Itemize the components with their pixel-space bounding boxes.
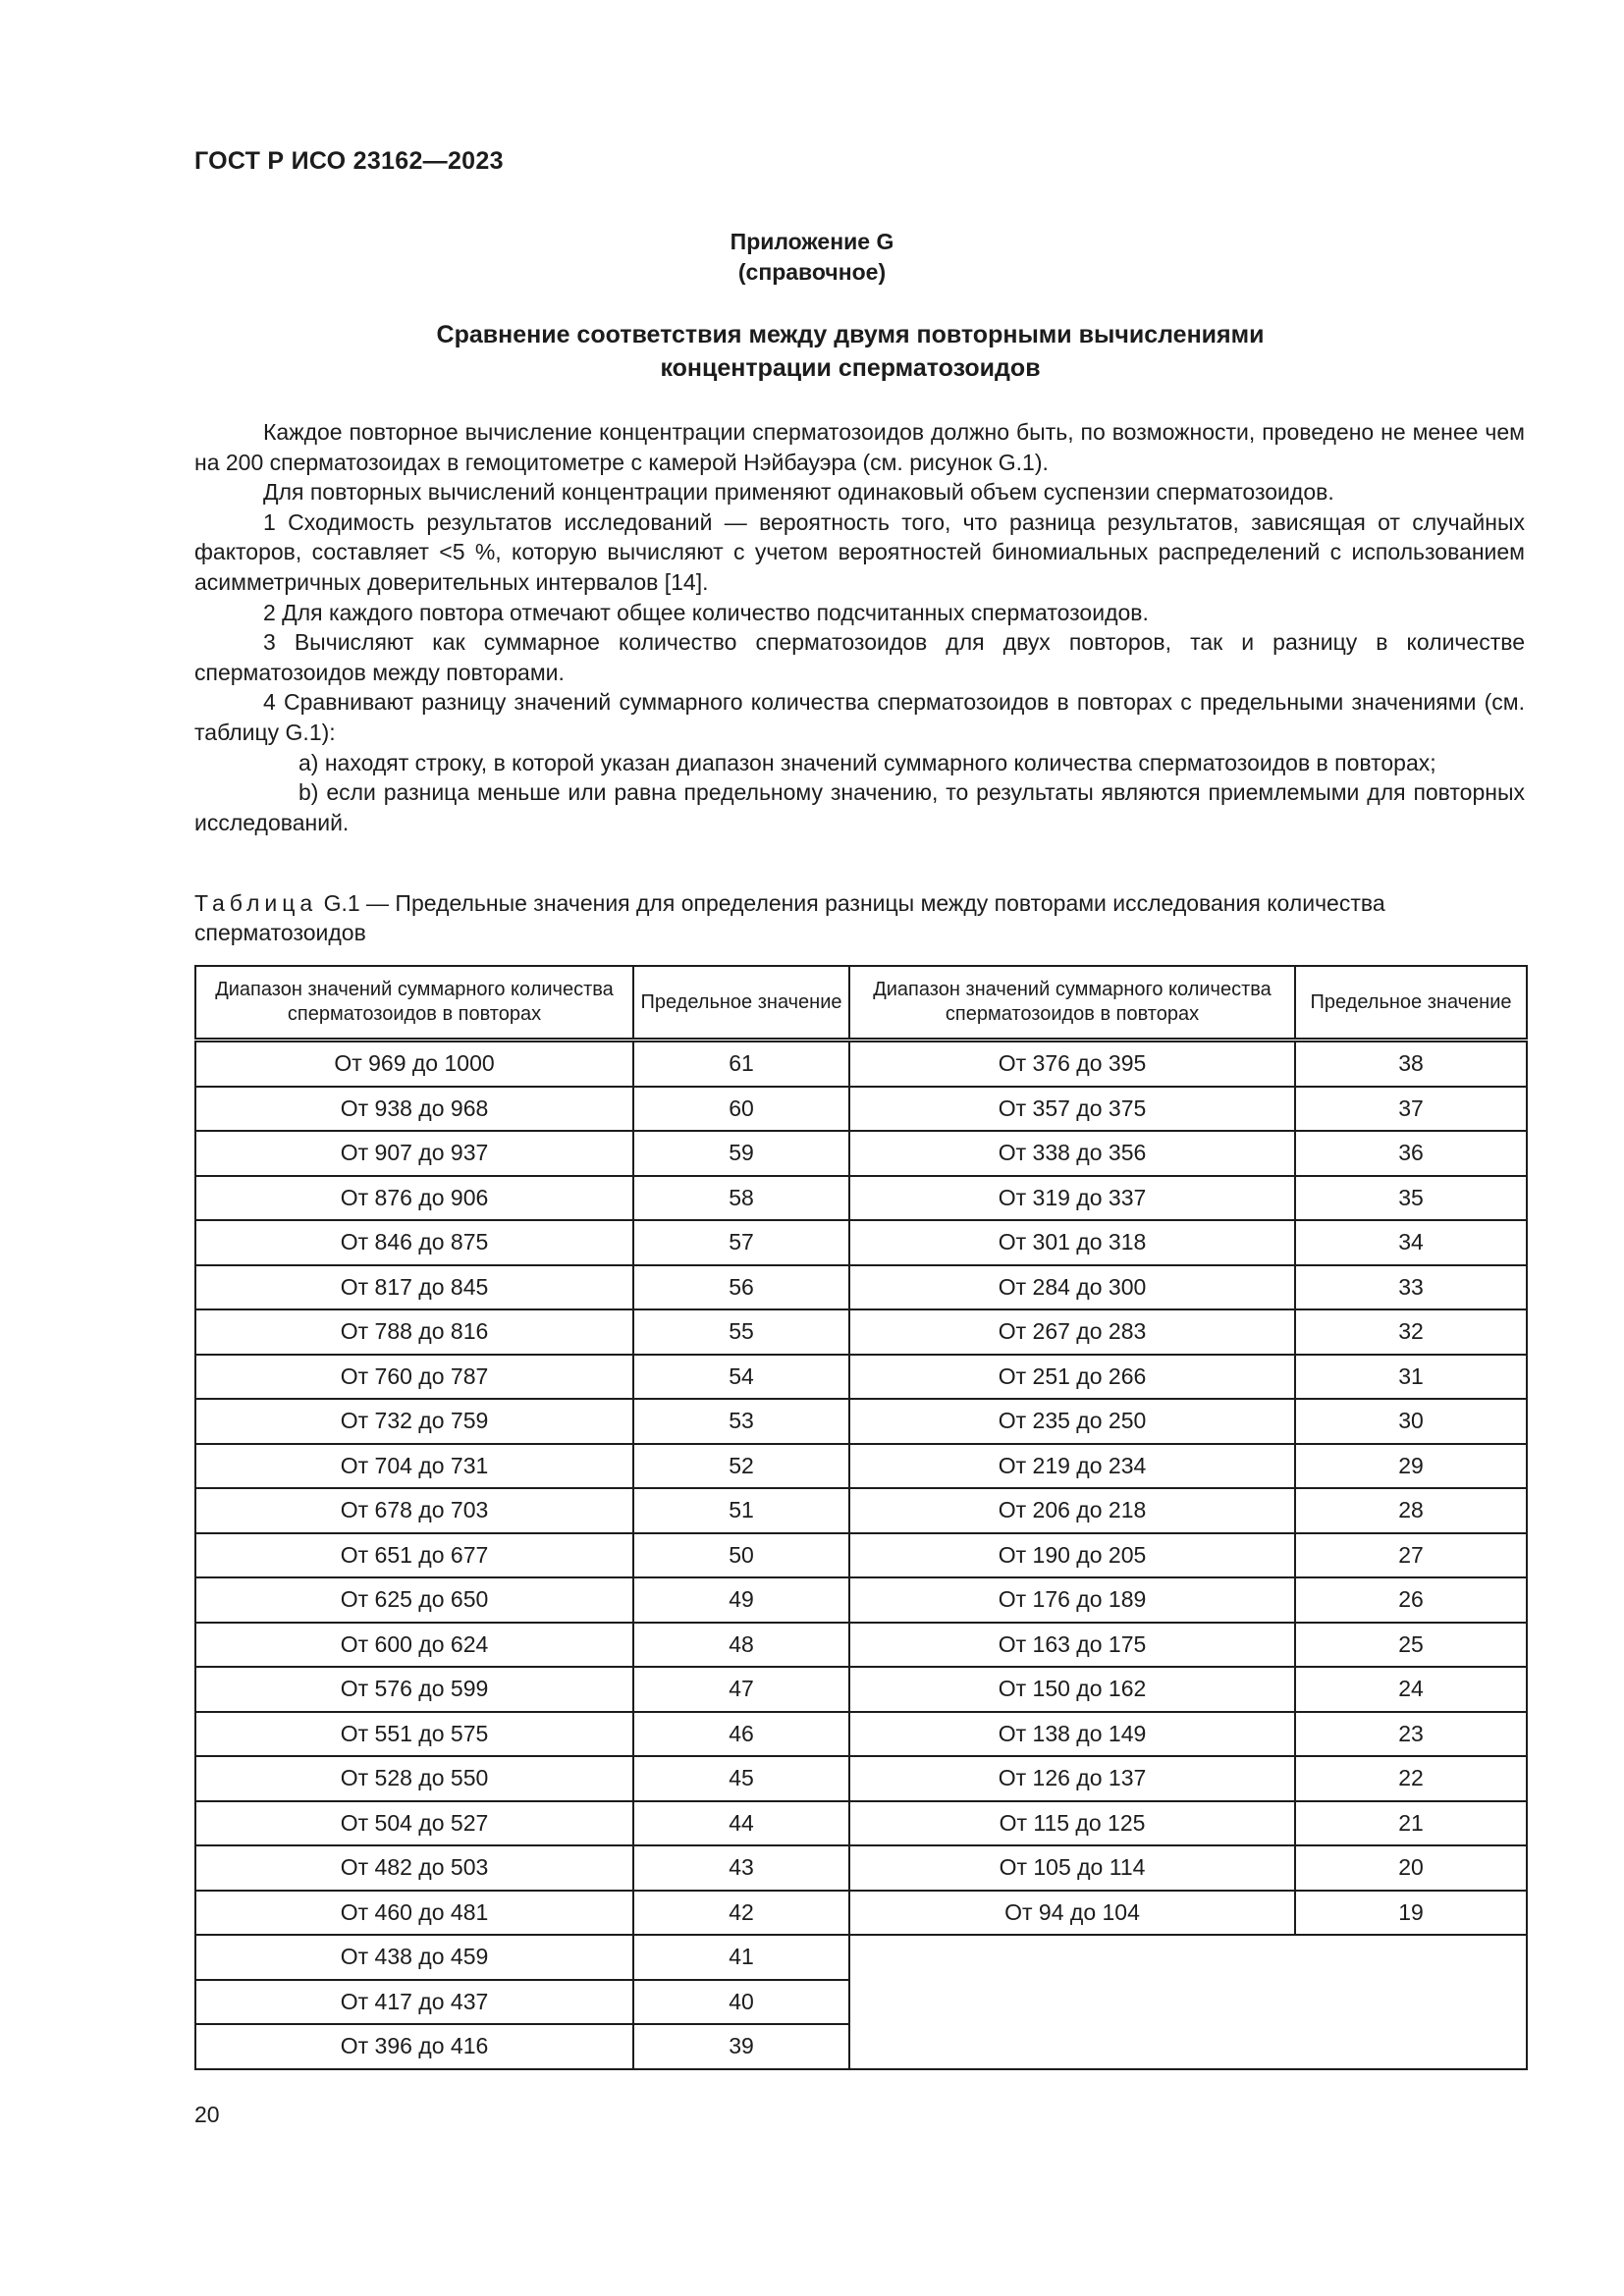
section-title <box>0 318 1624 385</box>
limit-cell: 61 <box>633 1041 849 1087</box>
table-row <box>195 1041 1527 1087</box>
limit-cell: 22 <box>1295 1756 1527 1801</box>
range-cell: От 482 до 503 <box>195 1845 633 1891</box>
limit-cell: 19 <box>1295 1891 1527 1936</box>
limit-cell: 41 <box>633 1935 849 1980</box>
limit-cell: 29 <box>1295 1444 1527 1489</box>
table-row <box>195 1087 1527 1132</box>
limit-cell: 37 <box>1295 1087 1527 1132</box>
paragraph: 1 Сходимость результатов исследований — вероятность того, что разница результатов, зависящая от случайных факторов, составляет <5 %, которую вычисляют с учетом вероятностей биномиальных распределений с использованием асимметричных доверительных интервалов [14]. <box>194 508 1525 595</box>
range-cell: От 284 до 300 <box>849 1265 1295 1310</box>
table-row <box>195 1935 1527 1980</box>
column-header-range: Диапазон значений суммарного количества сперматозоидов в повторах <box>195 966 633 1041</box>
limit-cell: 32 <box>1295 1309 1527 1355</box>
range-cell: От 126 до 137 <box>849 1756 1295 1801</box>
limit-cell: 48 <box>633 1623 849 1668</box>
limit-cell: 36 <box>1295 1131 1527 1176</box>
limit-cell: 24 <box>1295 1667 1527 1712</box>
range-cell: От 235 до 250 <box>849 1399 1295 1444</box>
range-cell: От 338 до 356 <box>849 1131 1295 1176</box>
empty-cell <box>849 1935 1527 2069</box>
paragraph: 4 Сравнивают разницу значений суммарного количества сперматозоидов в повторах с предельными значениями (см. таблицу G.1): <box>194 689 1525 745</box>
paragraph: Для повторных вычислений концентрации применяют одинаковый объем суспензии сперматозоидов. <box>263 479 1334 506</box>
table-row <box>195 1533 1527 1578</box>
table-row <box>195 1623 1527 1668</box>
range-cell: От 115 до 125 <box>849 1801 1295 1846</box>
limit-cell: 46 <box>633 1712 849 1757</box>
range-cell: От 600 до 624 <box>195 1623 633 1668</box>
table-caption <box>194 888 1525 947</box>
table-row <box>195 1488 1527 1533</box>
table-header-row <box>195 966 1527 1041</box>
limit-cell: 44 <box>633 1801 849 1846</box>
page-header: ГОСТ Р ИСО 23162—2023 <box>194 147 504 175</box>
table-row <box>195 1712 1527 1757</box>
range-cell: От 969 до 1000 <box>195 1041 633 1087</box>
limit-cell: 47 <box>633 1667 849 1712</box>
range-cell: От 105 до 114 <box>849 1845 1295 1891</box>
appendix-name: Приложение G <box>730 229 894 254</box>
section-title-line-1: Сравнение соответствия между двумя повторными вычислениями <box>436 321 1265 348</box>
range-cell: От 651 до 677 <box>195 1533 633 1578</box>
limit-cell: 53 <box>633 1399 849 1444</box>
limit-cell: 43 <box>633 1845 849 1891</box>
limit-cell: 35 <box>1295 1176 1527 1221</box>
range-cell: От 576 до 599 <box>195 1667 633 1712</box>
limit-cell: 49 <box>633 1577 849 1623</box>
table-row <box>195 1891 1527 1936</box>
limit-cell: 34 <box>1295 1220 1527 1265</box>
limit-cell: 60 <box>633 1087 849 1132</box>
range-cell: От 219 до 234 <box>849 1444 1295 1489</box>
table-row <box>195 1845 1527 1891</box>
limit-cell: 52 <box>633 1444 849 1489</box>
table-row <box>195 1176 1527 1221</box>
limit-cell: 57 <box>633 1220 849 1265</box>
range-cell: От 678 до 703 <box>195 1488 633 1533</box>
range-cell: От 301 до 318 <box>849 1220 1295 1265</box>
table-row <box>195 1444 1527 1489</box>
table-row <box>195 1309 1527 1355</box>
table-row <box>195 1756 1527 1801</box>
limit-cell: 21 <box>1295 1801 1527 1846</box>
range-cell: От 528 до 550 <box>195 1756 633 1801</box>
limit-cell: 50 <box>633 1533 849 1578</box>
range-cell: От 138 до 149 <box>849 1712 1295 1757</box>
limit-cell: 58 <box>633 1176 849 1221</box>
appendix-type: (справочное) <box>737 259 887 285</box>
range-cell: От 876 до 906 <box>195 1176 633 1221</box>
range-cell: От 176 до 189 <box>849 1577 1295 1623</box>
range-cell: От 163 до 175 <box>849 1623 1295 1668</box>
table-row <box>195 1399 1527 1444</box>
paragraph: 3 Вычисляют как суммарное количество сперматозоидов для двух повторов, так и разницу в количестве сперматозоидов между повторами. <box>194 629 1525 685</box>
range-cell: От 817 до 845 <box>195 1265 633 1310</box>
column-header-limit: Предельное значение <box>1295 966 1527 1041</box>
column-header-range: Диапазон значений суммарного количества сперматозоидов в повторах <box>849 966 1295 1041</box>
range-cell: От 94 до 104 <box>849 1891 1295 1936</box>
range-cell: От 319 до 337 <box>849 1176 1295 1221</box>
limit-cell: 28 <box>1295 1488 1527 1533</box>
range-cell: От 417 до 437 <box>195 1980 633 2025</box>
range-cell: От 551 до 575 <box>195 1712 633 1757</box>
limit-cell: 51 <box>633 1488 849 1533</box>
table-row <box>195 1667 1527 1712</box>
table-caption-label: Таблица <box>194 890 318 916</box>
limit-cell: 45 <box>633 1756 849 1801</box>
range-cell: От 267 до 283 <box>849 1309 1295 1355</box>
limit-cell: 26 <box>1295 1577 1527 1623</box>
range-cell: От 625 до 650 <box>195 1577 633 1623</box>
range-cell: От 504 до 527 <box>195 1801 633 1846</box>
table-row <box>195 1265 1527 1310</box>
limit-cell: 40 <box>633 1980 849 2025</box>
limit-cell: 27 <box>1295 1533 1527 1578</box>
limit-cell: 55 <box>633 1309 849 1355</box>
body-text <box>194 417 1525 837</box>
range-cell: От 357 до 375 <box>849 1087 1295 1132</box>
page-number: 20 <box>194 2102 220 2127</box>
table-row <box>195 1220 1527 1265</box>
limit-cell: 33 <box>1295 1265 1527 1310</box>
paragraph: Каждое повторное вычисление концентрации сперматозоидов должно быть, по возможности, проведено не менее чем на 200 сперматозоидах в гемоцитометре с камерой Нэйбауэра (см. рисунок G.1). <box>194 419 1525 475</box>
list-item: b) если разница меньше или равна предельному значению, то результаты являются приемлемыми для повторных исследований. <box>194 779 1525 835</box>
limit-cell: 20 <box>1295 1845 1527 1891</box>
table-row <box>195 1577 1527 1623</box>
limit-cell: 25 <box>1295 1623 1527 1668</box>
range-cell: От 704 до 731 <box>195 1444 633 1489</box>
limit-cell: 54 <box>633 1355 849 1400</box>
table-row <box>195 1801 1527 1846</box>
limit-cell: 30 <box>1295 1399 1527 1444</box>
range-cell: От 938 до 968 <box>195 1087 633 1132</box>
range-cell: От 396 до 416 <box>195 2024 633 2069</box>
limit-cell: 38 <box>1295 1041 1527 1087</box>
range-cell: От 907 до 937 <box>195 1131 633 1176</box>
range-cell: От 190 до 205 <box>849 1533 1295 1578</box>
table-row <box>195 1355 1527 1400</box>
range-cell: От 150 до 162 <box>849 1667 1295 1712</box>
range-cell: От 760 до 787 <box>195 1355 633 1400</box>
range-cell: От 251 до 266 <box>849 1355 1295 1400</box>
table-caption-text: G.1 — Предельные значения для определения разницы между повторами исследования количества сперматозоидов <box>194 890 1385 945</box>
range-cell: От 788 до 816 <box>195 1309 633 1355</box>
range-cell: От 376 до 395 <box>849 1041 1295 1087</box>
range-cell: От 438 до 459 <box>195 1935 633 1980</box>
limits-table <box>194 965 1528 2070</box>
limit-cell: 56 <box>633 1265 849 1310</box>
limit-cell: 31 <box>1295 1355 1527 1400</box>
table-row <box>195 1131 1527 1176</box>
range-cell: От 732 до 759 <box>195 1399 633 1444</box>
limit-cell: 59 <box>633 1131 849 1176</box>
section-title-line-2: концентрации сперматозоидов <box>660 354 1041 382</box>
range-cell: От 206 до 218 <box>849 1488 1295 1533</box>
limit-cell: 42 <box>633 1891 849 1936</box>
range-cell: От 846 до 875 <box>195 1220 633 1265</box>
column-header-limit: Предельное значение <box>633 966 849 1041</box>
range-cell: От 460 до 481 <box>195 1891 633 1936</box>
limit-cell: 39 <box>633 2024 849 2069</box>
appendix-heading <box>0 227 1624 288</box>
limit-cell: 23 <box>1295 1712 1527 1757</box>
paragraph: 2 Для каждого повтора отмечают общее количество подсчитанных сперматозоидов. <box>263 599 1149 625</box>
list-item: a) находят строку, в которой указан диапазон значений суммарного количества сперматозоидов в повторах; <box>298 749 1436 775</box>
